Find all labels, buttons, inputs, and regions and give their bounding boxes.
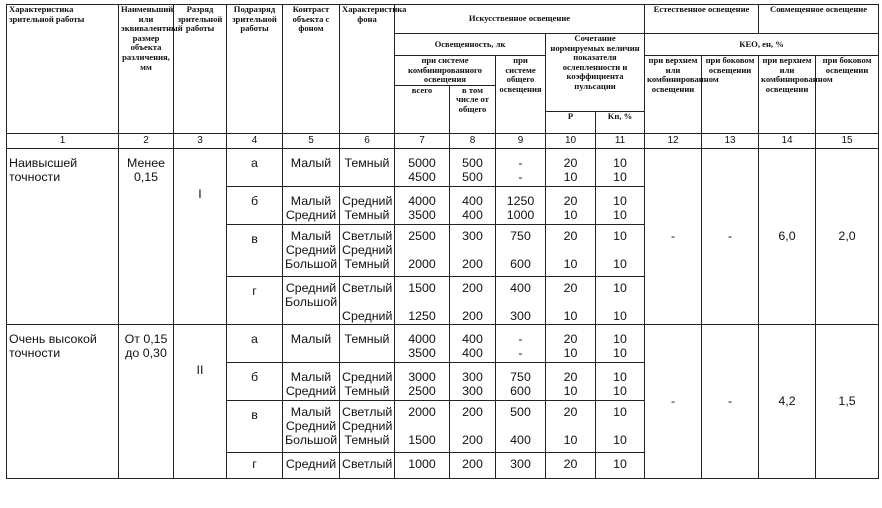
header-work-characteristic: Характеристика зрительной работы <box>7 5 119 134</box>
illum-general-system: 500 400 <box>510 404 531 447</box>
illum-total: 5000 4500 <box>408 155 436 184</box>
lighting-norms-table <box>6 4 879 479</box>
header-kp: Kп, % <box>596 111 645 133</box>
column-number: 7 <box>395 133 450 148</box>
illum-general: 400 400 <box>462 193 483 222</box>
contrast: Малый <box>290 331 332 346</box>
pulsation-kp: 10 10 <box>613 404 627 447</box>
subrank: в <box>227 224 283 276</box>
glare-p: 20 <box>563 456 578 471</box>
header-keo: КЕО, eн, % <box>645 34 879 56</box>
glare-p: 20 10 <box>563 404 578 447</box>
background: Средний Темный <box>342 369 393 398</box>
contrast: Малый Средний Большой <box>285 228 338 271</box>
illum-total: 1500 1250 <box>408 280 436 323</box>
header-total: всего <box>395 85 450 133</box>
table-row <box>7 324 879 362</box>
column-number: 12 <box>645 133 702 148</box>
contrast: Средний <box>285 456 337 471</box>
pulsation-kp: 10 10 <box>613 193 627 222</box>
work-rank: I <box>174 148 227 324</box>
header-norm-combination: Сочетание нормируемых величин показателя ослепленности и коэффициента пульсации <box>546 34 645 112</box>
pulsation-kp: 10 10 <box>613 228 627 271</box>
column-number: 14 <box>759 133 816 148</box>
contrast: Малый Средний <box>285 193 337 222</box>
background: Светлый <box>342 456 393 471</box>
column-number: 3 <box>174 133 227 148</box>
illum-total: 2000 1500 <box>408 404 436 447</box>
illum-general-system: 300 <box>510 456 531 471</box>
work-characteristic: Очень высокой точности <box>7 324 119 478</box>
background: Светлый Средний <box>342 280 393 323</box>
subrank: а <box>227 324 283 362</box>
subrank: г <box>227 276 283 324</box>
illum-general-system: - - <box>518 331 523 360</box>
column-number: 9 <box>496 133 546 148</box>
keo-mixed-side: 2,0 <box>816 148 879 324</box>
background: Темный <box>344 155 390 170</box>
header-contrast: Контраст объекта с фоном <box>283 5 340 134</box>
header-background: Характеристика фона <box>340 5 395 134</box>
contrast: Малый Средний <box>285 369 337 398</box>
column-number: 4 <box>227 133 283 148</box>
header-object-size: Наименьший или эквивалентный размер объекта различения, мм <box>119 5 174 134</box>
illum-general-system: 750 600 <box>510 369 531 398</box>
illum-general: 200 200 <box>462 280 483 323</box>
table-body <box>7 148 879 478</box>
keo-mixed-side: 1,5 <box>816 324 879 478</box>
header-general-system: при системе общего освещения <box>496 56 546 134</box>
background: Темный <box>344 331 390 346</box>
keo-mixed-top: 4,2 <box>759 324 816 478</box>
background: Светлый Средний Темный <box>342 404 393 447</box>
work-rank: II <box>174 324 227 478</box>
header-of-general: в том числе от общего <box>450 85 496 133</box>
subrank: б <box>227 186 283 224</box>
column-number: 5 <box>283 133 340 148</box>
object-size: От 0,15 до 0,30 <box>119 324 174 478</box>
illum-general: 300 200 <box>462 228 483 271</box>
pulsation-kp: 10 10 <box>613 155 627 184</box>
background: Светлый Средний Темный <box>342 228 393 271</box>
pulsation-kp: 10 10 <box>613 369 627 398</box>
illum-general: 200 <box>462 456 483 471</box>
column-number: 1 <box>7 133 119 148</box>
subrank: б <box>227 362 283 400</box>
column-number: 15 <box>816 133 879 148</box>
header-work-rank: Разряд зрительной работы <box>174 5 227 134</box>
subrank: г <box>227 452 283 478</box>
illum-general-system: - - <box>518 155 523 184</box>
header-mix-side: при боковом освещении <box>816 56 879 134</box>
glare-p: 20 10 <box>563 280 578 323</box>
glare-p: 20 10 <box>563 155 578 184</box>
keo-natural-top: - <box>645 148 702 324</box>
subrank: а <box>227 148 283 186</box>
header-mixed-lighting: Совмещенное освещение <box>759 5 879 34</box>
glare-p: 20 10 <box>563 331 578 360</box>
work-characteristic: Наивысшей точности <box>7 148 119 324</box>
header-nat-top: при верхнем или комбинированном освещении <box>645 56 702 134</box>
header-combined-system: при системе комбинированного освещения <box>395 56 496 86</box>
header-natural-lighting: Естественное освещение <box>645 5 759 34</box>
pulsation-kp: 10 <box>613 456 627 471</box>
illum-total: 4000 3500 <box>408 193 436 222</box>
glare-p: 20 10 <box>563 369 578 398</box>
object-size: Менее 0,15 <box>119 148 174 324</box>
glare-p: 20 10 <box>563 228 578 271</box>
illum-general-system: 750 600 <box>510 228 531 271</box>
contrast: Средний Большой <box>285 280 338 309</box>
illum-total: 1000 <box>408 456 436 471</box>
column-number: 13 <box>702 133 759 148</box>
pulsation-kp: 10 10 <box>613 331 627 360</box>
keo-natural-side: - <box>702 324 759 478</box>
glare-p: 20 10 <box>563 193 578 222</box>
illum-total: 3000 2500 <box>408 369 436 398</box>
contrast: Малый Средний Большой <box>285 404 338 447</box>
keo-mixed-top: 6,0 <box>759 148 816 324</box>
header-illuminance: Освещенность, лк <box>395 34 546 56</box>
illum-general: 300 300 <box>462 369 483 398</box>
header-work-subrank: Подразряд зрительной работы <box>227 5 283 134</box>
illum-general: 200 200 <box>462 404 483 447</box>
illum-general: 500 500 <box>462 155 483 184</box>
column-number: 11 <box>596 133 645 148</box>
header-p: P <box>546 111 596 133</box>
header-artificial-lighting: Искусственное освещение <box>395 5 645 34</box>
pulsation-kp: 10 10 <box>613 280 627 323</box>
subrank: в <box>227 400 283 452</box>
keo-natural-top: - <box>645 324 702 478</box>
background: Средний Темный <box>342 193 393 222</box>
illum-general-system: 1250 1000 <box>506 193 535 222</box>
column-number: 10 <box>546 133 596 148</box>
illum-general-system: 400 300 <box>510 280 531 323</box>
table-header <box>7 5 879 149</box>
column-number: 8 <box>450 133 496 148</box>
column-number: 2 <box>119 133 174 148</box>
column-number-row <box>7 133 879 148</box>
header-nat-side: при боковом освещении <box>702 56 759 134</box>
contrast: Малый <box>290 155 332 170</box>
illum-total: 4000 3500 <box>408 331 436 360</box>
illum-total: 2500 2000 <box>408 228 436 271</box>
illum-general: 400 400 <box>462 331 483 360</box>
keo-natural-side: - <box>702 148 759 324</box>
column-number: 6 <box>340 133 395 148</box>
table-row <box>7 148 879 186</box>
header-mix-top: при верхнем или комбинированном освещении <box>759 56 816 134</box>
